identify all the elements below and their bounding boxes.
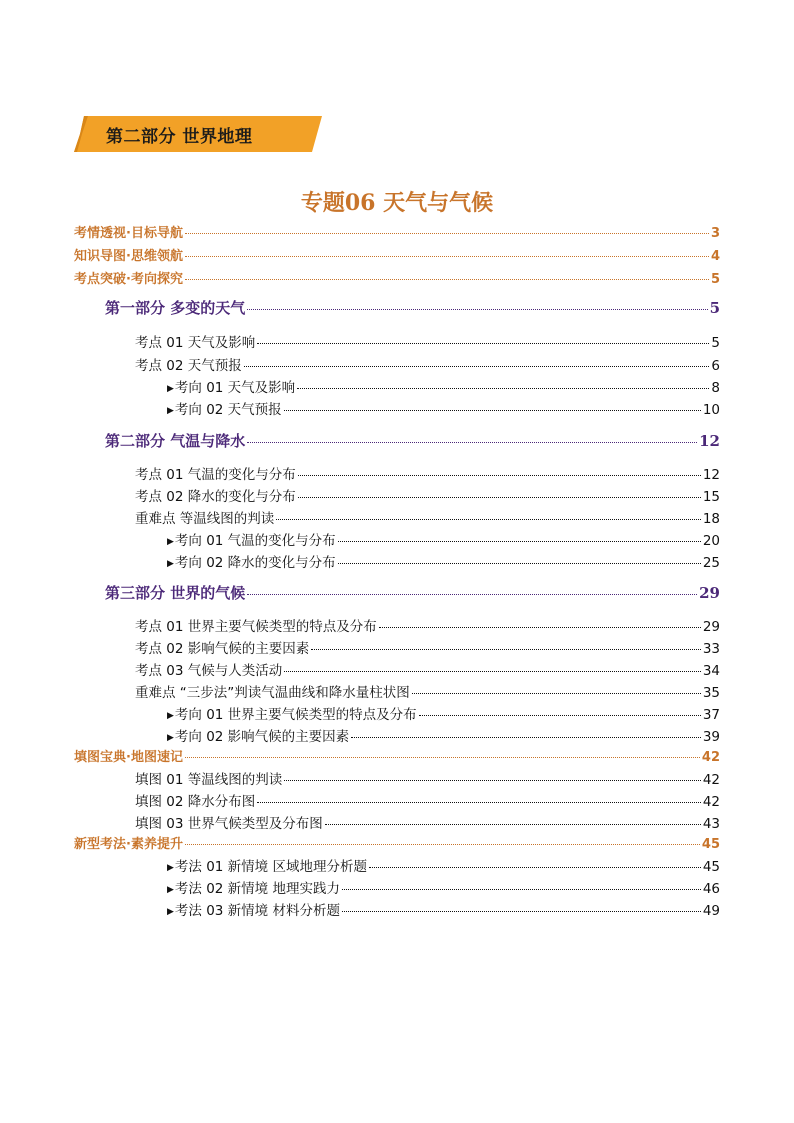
toc-entry-title [74,833,183,852]
dot-leader [247,442,697,443]
toc-entry-title [135,485,296,505]
toc-entry[interactable] [167,703,720,723]
toc-entry[interactable] [135,331,720,351]
toc-entry-title [105,430,245,451]
dot-leader [342,911,701,912]
triangle-bullet-icon: ▶ [167,384,174,394]
toc-page-number: 5 [710,272,720,287]
dot-leader [298,497,701,498]
toc-entry-title [74,268,183,287]
toc-page-number: 18 [702,511,720,527]
toc-entry-text: 考点 01 世界主要气候类型的特点及分布 [135,619,377,635]
dot-leader [247,594,697,595]
dot-leader [185,233,709,234]
dot-leader [325,824,701,825]
toc-page-number: 46 [702,881,720,897]
toc-entry[interactable] [135,659,720,679]
toc-entry-text: 第三部分 世界的气候 [105,584,246,602]
toc-entry-title [135,463,296,483]
toc-entry[interactable] [167,725,720,745]
toc-page-number: 45 [702,859,720,875]
toc-entry[interactable] [105,582,720,603]
dot-leader [311,649,701,650]
toc-entry[interactable] [74,245,720,264]
toc-page-number: 39 [702,729,720,745]
triangle-bullet-icon: ▶ [167,711,174,721]
toc-entry[interactable] [105,430,720,451]
triangle-bullet-icon: ▶ [167,733,174,743]
toc-entry[interactable] [74,746,720,765]
toc-entry-text: 考向 02 天气预报 [174,402,282,418]
toc-entry[interactable] [74,222,720,241]
toc-entry-text: 新型考法·素养提升 [74,837,183,852]
toc-page-number: 29 [702,619,720,635]
toc-entry-title [135,615,377,635]
toc-entry-text: 填图 01 等温线图的判读 [135,772,283,788]
toc-entry[interactable] [135,485,720,505]
dot-leader [419,715,701,716]
triangle-bullet-icon: ▶ [167,885,174,895]
toc-page-number: 37 [702,707,720,723]
toc-page-number: 10 [702,402,720,418]
toc-entry-title [74,245,183,264]
triangle-bullet-icon: ▶ [167,537,174,547]
section-banner [74,116,322,152]
toc-page-number: 5 [709,299,720,317]
toc-entry-text: 重难点 “三步法”判读气温曲线和降水量柱状图 [135,685,410,701]
dot-leader [342,889,701,890]
toc-entry[interactable] [135,354,720,374]
toc-entry[interactable] [135,790,720,810]
toc-entry-title [135,659,282,679]
toc-entry[interactable] [135,681,720,701]
toc-page-number: 25 [702,555,720,571]
toc-entry[interactable] [167,529,720,549]
toc-page-number: 45 [701,837,720,852]
toc-page-number: 3 [710,226,720,241]
toc-entry-title [167,855,367,875]
dot-leader [244,366,710,367]
toc-entry-text: 考点 01 天气及影响 [135,335,256,351]
toc-entry[interactable] [167,551,720,571]
toc-page-number: 42 [701,750,720,765]
dot-leader [284,780,701,781]
toc-entry-title [74,746,183,765]
toc-entry[interactable] [74,833,720,852]
toc-entry-text: 考向 02 影响气候的主要因素 [174,729,350,745]
dot-leader [247,309,707,310]
toc-entry-text: 考向 02 降水的变化与分布 [174,555,336,571]
toc-entry-text: 考点 02 天气预报 [135,358,242,374]
toc-entry-title [135,354,242,374]
toc-entry-text: 考点 02 影响气候的主要因素 [135,641,310,657]
toc-page-number: 42 [702,772,720,788]
dot-leader [257,802,701,803]
banner-label: 第二部分 世界地理 [106,127,253,147]
toc-page-number: 15 [702,489,720,505]
toc-entry[interactable] [167,376,720,396]
toc-page-number: 12 [699,432,720,450]
toc-entry-title [135,331,255,351]
toc-entry[interactable] [167,855,720,875]
triangle-bullet-icon: ▶ [167,863,174,873]
dot-leader [284,671,701,672]
toc-entry[interactable] [167,899,720,919]
toc-page-number: 5 [711,335,720,351]
dot-leader [185,844,700,845]
dot-leader [338,563,701,564]
toc-entry[interactable] [74,268,720,287]
toc-entry[interactable] [167,398,720,418]
toc-page-number: 35 [702,685,720,701]
toc-entry-text: 第二部分 气温与降水 [105,432,246,450]
dot-leader [298,475,701,476]
toc-entry-title [105,582,245,603]
toc-entry-title [167,376,295,396]
toc-entry-text: 考法 03 新情境 材料分析题 [174,903,340,919]
toc-entry[interactable] [135,507,720,527]
toc-page-number: 20 [702,533,720,549]
toc-entry-title [167,877,340,897]
toc-entry-title [135,768,282,788]
toc-entry-text: 第一部分 多变的天气 [105,299,246,317]
document-title: 专题06 天气与气候 [300,190,494,216]
toc-entry-text: 考情透视·目标导航 [74,226,183,241]
toc-entry-text: 重难点 等温线图的判读 [135,511,275,527]
toc-entry-text: 考点突破·考向探究 [74,272,183,287]
toc-entry-title [167,725,349,745]
toc-entry-title [135,507,274,527]
toc-entry-title [74,222,183,241]
toc-entry-title [167,899,340,919]
dot-leader [351,737,701,738]
toc-page-number: 6 [711,358,720,374]
dot-leader [412,693,701,694]
toc-entry[interactable] [135,812,720,832]
toc-entry-title [167,398,282,418]
toc-entry-text: 填图宝典·地图速记 [74,750,183,765]
dot-leader [284,410,701,411]
toc-page-number: 34 [702,663,720,679]
toc-page-number: 12 [702,467,720,483]
toc-page-number: 33 [702,641,720,657]
toc-entry-text: 知识导图·思维领航 [74,249,183,264]
dot-leader [185,279,709,280]
toc-entry-title [167,551,336,571]
toc-page-number: 49 [702,903,720,919]
dot-leader [276,519,701,520]
toc-entry[interactable] [135,615,720,635]
toc-page-number: 42 [702,794,720,810]
dot-leader [185,757,700,758]
toc-entry-title [135,812,323,832]
toc-entry-text: 考法 01 新情境 区域地理分析题 [174,859,367,875]
toc-entry-title [135,637,309,657]
toc-entry-text: 考点 03 气候与人类活动 [135,663,283,679]
toc-page-number: 43 [702,816,720,832]
toc-page-number: 8 [711,380,720,396]
toc-entry-title [167,703,417,723]
triangle-bullet-icon: ▶ [167,559,174,569]
toc-entry[interactable] [105,297,720,318]
toc-entry-title [135,790,255,810]
toc-entry[interactable] [135,768,720,788]
toc-entry-text: 考点 01 气温的变化与分布 [135,467,296,483]
dot-leader [297,388,709,389]
dot-leader [369,867,701,868]
toc-entry-text: 考法 02 新情境 地理实践力 [174,881,340,897]
toc-entry-title [167,529,336,549]
toc-entry-title [135,681,410,701]
triangle-bullet-icon: ▶ [167,907,174,917]
toc-entry-text: 考点 02 降水的变化与分布 [135,489,296,505]
toc-entry-text: 填图 03 世界气候类型及分布图 [135,816,323,832]
dot-leader [257,343,709,344]
dot-leader [185,256,709,257]
toc-page-number: 29 [699,584,720,602]
toc-entry-text: 考向 01 世界主要气候类型的特点及分布 [174,707,417,723]
dot-leader [379,627,701,628]
toc-page-number: 4 [710,249,720,264]
toc-entry-text: 填图 02 降水分布图 [135,794,256,810]
toc-entry-title [105,297,245,318]
toc-entry[interactable] [135,637,720,657]
dot-leader [338,541,701,542]
toc-entry[interactable] [135,463,720,483]
toc-entry-text: 考向 01 天气及影响 [174,380,296,396]
toc-entry[interactable] [167,877,720,897]
toc-entry-text: 考向 01 气温的变化与分布 [174,533,336,549]
triangle-bullet-icon: ▶ [167,406,174,416]
